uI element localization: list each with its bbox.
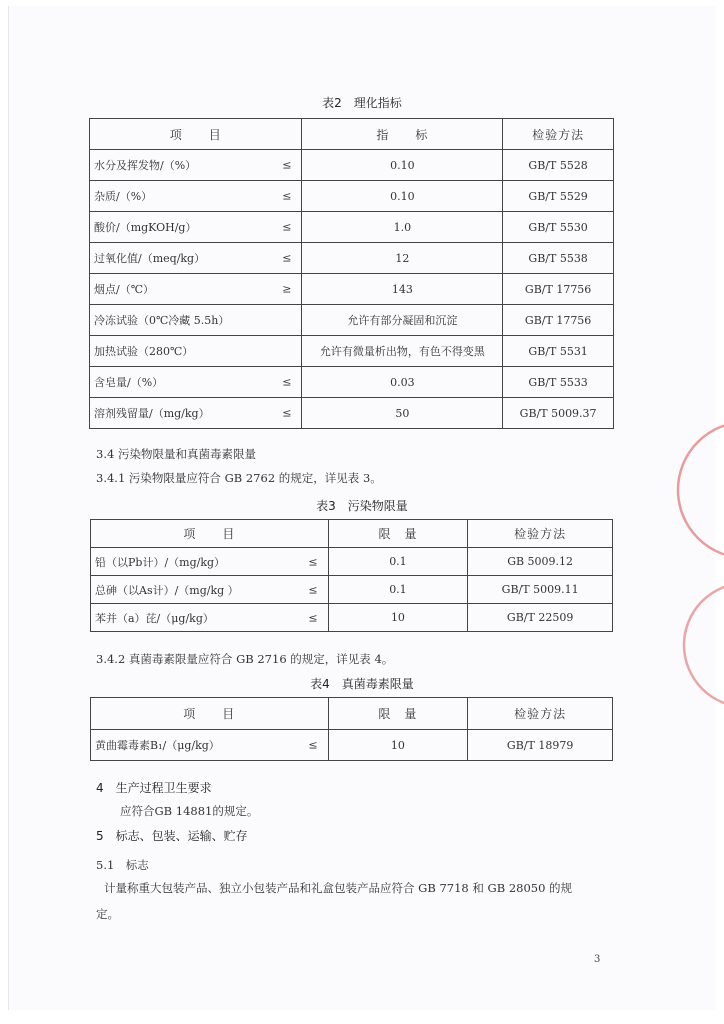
table2-cell-value: 0.10: [302, 150, 503, 181]
table2-physicochemical: [89, 118, 614, 429]
comparison-operator: ≤: [308, 738, 318, 752]
table3-cell-value: 0.1: [328, 576, 468, 604]
table2-header-indicator: 指 标: [302, 119, 503, 150]
table2-cell-value: 允许有部分凝固和沉淀: [302, 305, 503, 336]
table2-cell-method: GB/T 5528: [503, 150, 614, 181]
table2-cell-value: 允许有微量析出物，有色不得变黑: [302, 336, 503, 367]
red-seal-stamp: [676, 400, 724, 710]
table2-cell-item: [90, 274, 302, 305]
comparison-operator: ≤: [308, 555, 318, 568]
table2-cell-item: [90, 367, 302, 398]
table2-row: [90, 212, 614, 243]
table3-header-row: [91, 520, 613, 548]
comparison-operator: ≤: [282, 406, 292, 420]
page-number: 3: [594, 954, 601, 965]
item-label: 烟点/（℃）: [94, 283, 155, 296]
item-label: 溶剂残留量/（mg/kg）: [94, 407, 210, 420]
table4-header-row: [91, 698, 613, 730]
table2-row: [90, 181, 614, 212]
table2-cell-item: [90, 305, 302, 336]
comparison-operator: ≤: [282, 220, 292, 234]
comparison-operator: ≥: [282, 282, 292, 296]
table4-header-method: 检验方法: [468, 698, 613, 730]
table2-cell-item: [90, 181, 302, 212]
item-label: 黄曲霉毒素B₁/（μg/kg）: [95, 739, 220, 752]
table4-header-item: 项 目: [91, 698, 329, 730]
table2-cell-value: 0.03: [302, 367, 503, 398]
table3-row: [91, 548, 613, 576]
table3-cell-method: GB/T 5009.11: [468, 576, 613, 604]
table4-caption: 表4 真菌毒素限量: [310, 677, 414, 691]
comparison-operator: ≤: [282, 189, 292, 203]
table2-cell-item: [90, 398, 302, 429]
table2-cell-method: GB/T 5529: [503, 181, 614, 212]
table2-row: [90, 336, 614, 367]
table3-header-method: 检验方法: [468, 520, 613, 548]
comparison-operator: ≤: [282, 251, 292, 265]
table2-cell-method: GB/T 17756: [503, 305, 614, 336]
table2-cell-value: 0.10: [302, 181, 503, 212]
table3-row: [91, 604, 613, 632]
comparison-operator: ≤: [282, 375, 292, 389]
section-3-4-2: 3.4.2 真菌毒素限量应符合 GB 2716 的规定，详见表 4。: [96, 652, 394, 666]
table2-cell-value: 50: [302, 398, 503, 429]
table2-row: [90, 243, 614, 274]
table2-header-method: 检验方法: [503, 119, 614, 150]
item-label: 酸价/（mgKOH/g）: [94, 221, 197, 234]
item-label: 含皂量/（%）: [94, 376, 164, 389]
table2-cell-value: 12: [302, 243, 503, 274]
table3-row: [91, 576, 613, 604]
comparison-operator: ≤: [308, 611, 318, 624]
table3-cell-item: [91, 604, 329, 632]
table2-caption: 表2 理化指标: [322, 96, 402, 110]
table2-row: [90, 150, 614, 181]
table2-row: [90, 367, 614, 398]
table2-cell-item: [90, 150, 302, 181]
table2-row: [90, 305, 614, 336]
item-label: 水分及挥发物/（%）: [94, 159, 197, 172]
table3-cell-value: 0.1: [328, 548, 468, 576]
table2-cell-method: GB/T 5531: [503, 336, 614, 367]
section-4-text: 应符合GB 14881的规定。: [120, 804, 259, 818]
table3-cell-method: GB 5009.12: [468, 548, 613, 576]
table2-cell-method: GB/T 5009.37: [503, 398, 614, 429]
comparison-operator: ≤: [282, 158, 292, 172]
table4-row: [91, 730, 613, 761]
item-label: 铅（以Pb计）/（mg/kg）: [95, 555, 226, 569]
table2-header-item: 项 目: [90, 119, 302, 150]
section-3-4: 3.4 污染物限量和真菌毒素限量: [96, 447, 256, 461]
section-3-4-1: 3.4.1 污染物限量应符合 GB 2762 的规定，详见表 3。: [96, 471, 382, 485]
table2-cell-value: 1.0: [302, 212, 503, 243]
table3-cell-item: [91, 548, 329, 576]
item-label: 过氧化值/（meq/kg）: [94, 252, 206, 265]
table2-cell-method: GB/T 5530: [503, 212, 614, 243]
table4-cell-method: GB/T 18979: [468, 730, 613, 761]
table2-cell-item: [90, 336, 302, 367]
table3-cell-method: GB/T 22509: [468, 604, 613, 632]
section-5-title: 5 标志、包装、运输、贮存: [96, 829, 248, 843]
section-5-1-text-line2: 定。: [96, 907, 119, 921]
comparison-operator: ≤: [308, 583, 318, 596]
table3-caption: 表3 污染物限量: [316, 499, 408, 513]
table4-cell-item: [91, 730, 329, 761]
table2-cell-item: [90, 243, 302, 274]
table2-cell-method: GB/T 5538: [503, 243, 614, 274]
table2-cell-item: [90, 212, 302, 243]
item-label: 杂质/（%）: [94, 190, 153, 203]
section-5-1-title: 5.1 标志: [96, 858, 149, 872]
item-label: 苯并（a）芘/（μg/kg）: [95, 611, 214, 625]
item-label: 总砷（以As计）/（mg/kg ）: [95, 583, 239, 597]
table2-row: [90, 398, 614, 429]
table3-header-limit: 限 量: [328, 520, 468, 548]
table4-header-limit: 限 量: [328, 698, 468, 730]
section-5-1-text-line1: 计量称重大包装产品、独立小包装产品和礼盒包装产品应符合 GB 7718 和 GB 28050 的规: [104, 881, 573, 895]
table2-cell-method: GB/T 17756: [503, 274, 614, 305]
table2-row: [90, 274, 614, 305]
table3-header-item: 项 目: [91, 520, 329, 548]
item-label: 加热试验（280℃）: [94, 345, 194, 358]
table3-contaminants: [90, 519, 613, 632]
table3-cell-item: [91, 576, 329, 604]
section-4-title: 4 生产过程卫生要求: [96, 781, 212, 795]
table2-cell-value: 143: [302, 274, 503, 305]
table2-header-row: [90, 119, 614, 150]
table4-mycotoxins: [90, 697, 613, 761]
table3-cell-value: 10: [328, 604, 468, 632]
table2-cell-method: GB/T 5533: [503, 367, 614, 398]
item-label: 冷冻试验（0℃冷藏 5.5h）: [94, 314, 230, 327]
table4-cell-value: 10: [328, 730, 468, 761]
